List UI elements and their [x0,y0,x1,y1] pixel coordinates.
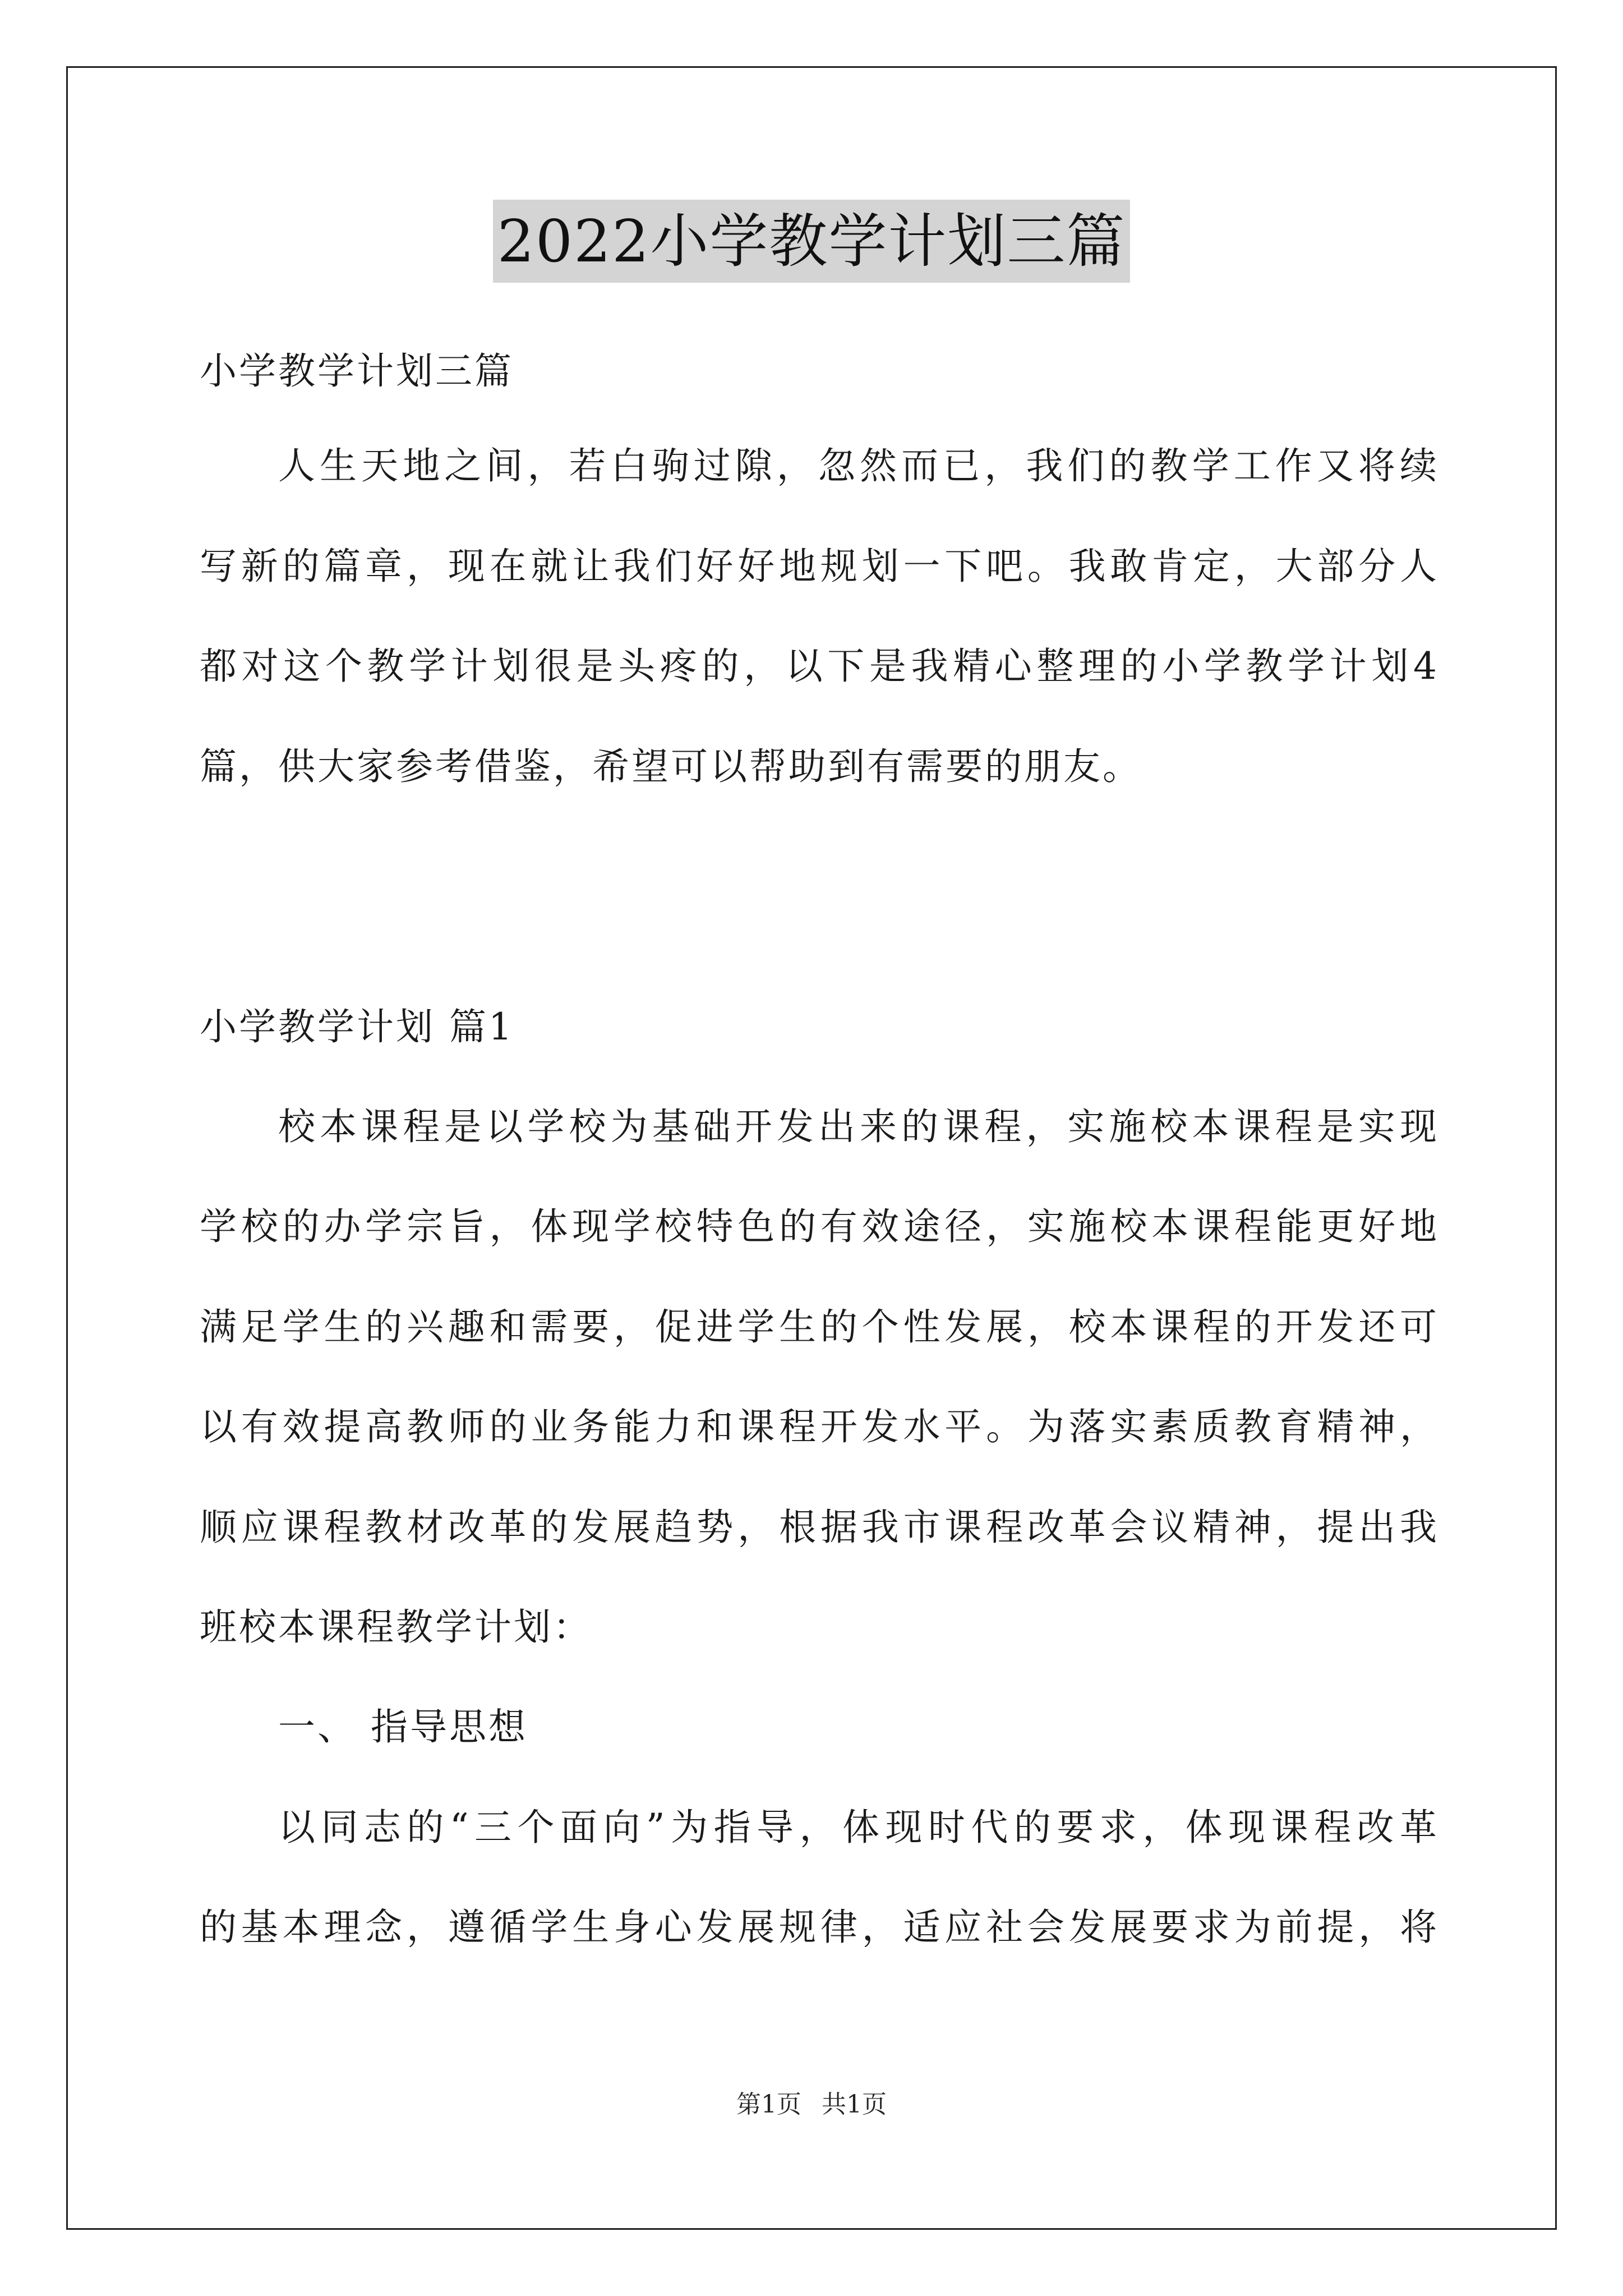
page-number-current: 第1页 [736,2090,801,2119]
guide-line: 以同志的“三个面向”为指导，体现时代的要求，体现课程改革 [278,1806,1439,1849]
section-line: 校本课程是以学校为基础开发出来的课程，实施校本课程是实现 [278,1105,1439,1148]
section-heading: 小学教学计划 篇1 [200,1005,514,1048]
intro-line: 人生天地之间，若白驹过隙，忽然而已，我们的教学工作又将续 [278,444,1439,487]
intro-line: 篇，供大家参考借鉴，希望可以帮助到有需要的朋友。 [200,745,1142,788]
section-line: 以有效提高教师的业务能力和课程开发水平。为落实素质教育精神， [200,1405,1439,1448]
document-title: 2022小学教学计划三篇 [493,200,1131,283]
page-footer [0,2088,1623,2122]
intro-line: 写新的篇章，现在就让我们好好地规划一下吧。我敢肯定，大部分人 [200,545,1439,588]
document-subtitle: 小学教学计划三篇 [200,349,514,393]
section-line: 顺应课程教材改革的发展趋势，根据我市课程改革会议精神，提出我 [200,1506,1439,1549]
intro-line: 都对这个教学计划很是头疼的，以下是我精心整理的小学教学计划4 [200,645,1439,688]
section-line: 班校本课程教学计划： [200,1605,592,1649]
section-line: 学校的办学宗旨，体现学校特色的有效途径，实施校本课程能更好地 [200,1205,1439,1248]
guide-line: 的基本理念，遵循学生身心发展规律，适应社会发展要求为前提，将 [200,1906,1439,1949]
title-container [0,200,1623,283]
page-number-total: 共1页 [822,2090,887,2119]
subheading: 一、 指导思想 [278,1705,528,1749]
section-line: 满足学生的兴趣和需要，促进学生的个性发展，校本课程的开发还可 [200,1305,1439,1349]
